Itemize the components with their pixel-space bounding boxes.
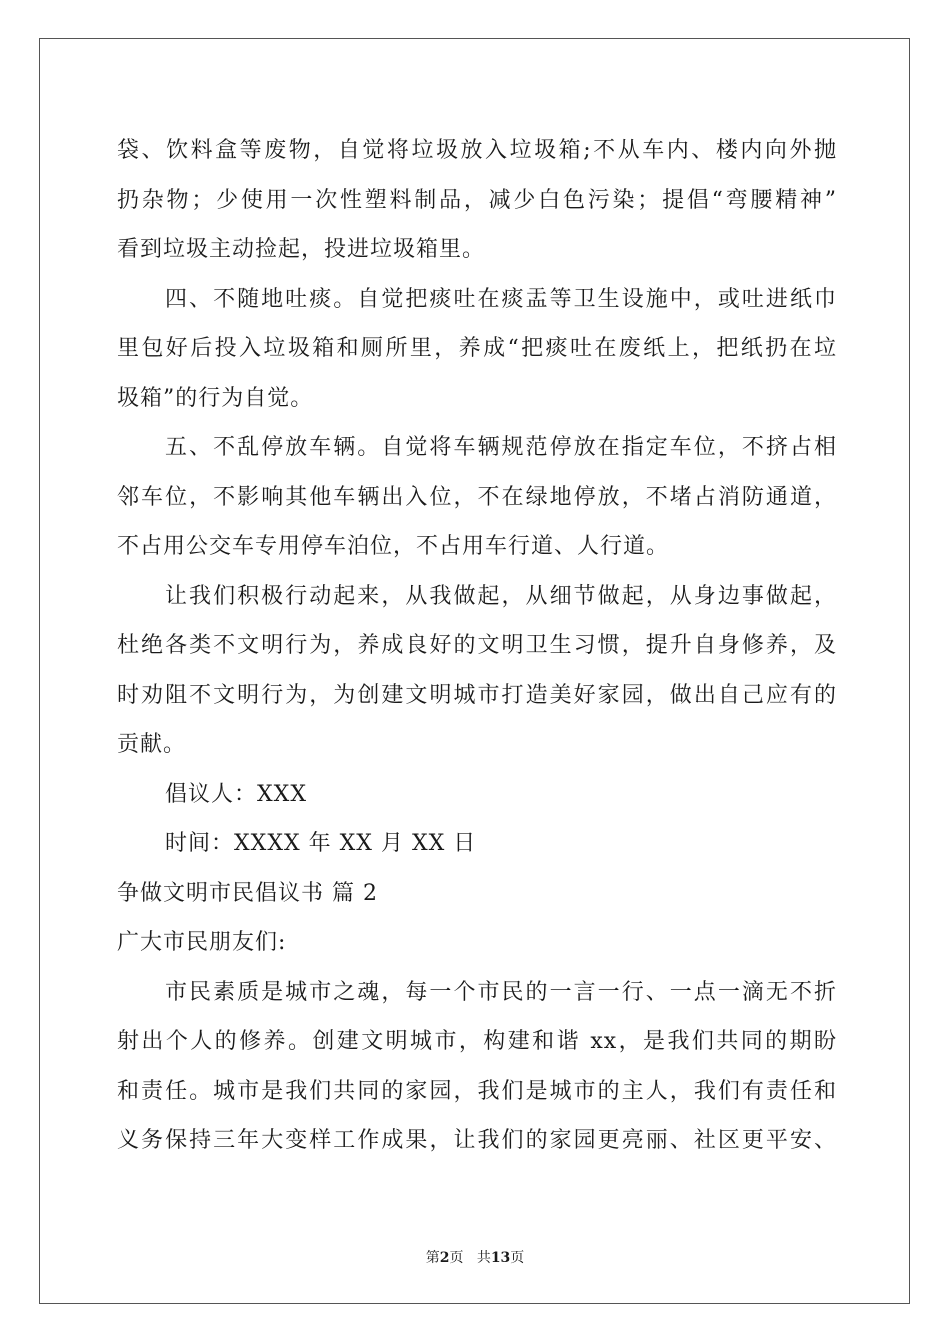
text-line: 市民素质是城市之魂，每一个市民的一言一行、一点一滴无不折 — [165, 979, 837, 1005]
text-line: 里包好后投入垃圾箱和厕所里，养成“把痰吐在废纸上，把纸扔在垃 — [117, 336, 837, 361]
footer-page-suffix: 页 — [449, 1250, 464, 1266]
section-heading: 争做文明市民倡议书 篇 2 — [117, 880, 378, 906]
total-page-count: 13 — [490, 1250, 511, 1266]
text-line: 看到垃圾主动捡起，投进垃圾箱里。 — [117, 237, 486, 262]
text-line: 让我们积极行动起来，从我做起，从细节做起，从身边事做起， — [165, 583, 837, 609]
footer-total-suffix: 页 — [510, 1250, 525, 1266]
current-page-number: 2 — [439, 1250, 450, 1266]
document-body — [117, 126, 837, 1166]
text-line: 时劝阻不文明行为，为创建文明城市打造美好家园，做出自己应有的 — [117, 682, 837, 708]
footer-prefix: 第 — [425, 1250, 440, 1266]
text-line: 扔杂物；少使用一次性塑料制品，减少白色污染；提倡“弯腰精神” — [117, 187, 837, 213]
text-line: 义务保持三年大变样工作成果，让我们的家园更亮丽、社区更平安、 — [117, 1128, 837, 1153]
text-line: 和责任。城市是我们共同的家园，我们是城市的主人，我们有责任和 — [117, 1078, 837, 1104]
salutation: 广大市民朋友们: — [117, 930, 287, 955]
footer-total-prefix: 共 — [476, 1250, 491, 1266]
signatory-line: 倡议人：XXX — [165, 781, 307, 807]
text-line: 五、不乱停放车辆。自觉将车辆规范停放在指定车位，不挤占相 — [165, 435, 837, 460]
page-footer — [0, 1248, 950, 1268]
text-line: 袋、饮料盒等废物，自觉将垃圾放入垃圾箱;不从车内、楼内向外抛 — [117, 138, 837, 163]
text-line: 贡献。 — [117, 732, 187, 757]
text-line: 射出个人的修养。创建文明城市，构建和谐 xx，是我们共同的期盼 — [117, 1029, 837, 1054]
date-line: 时间：XXXX 年 XX 月 XX 日 — [165, 831, 477, 856]
text-line: 四、不随地吐痰。自觉把痰吐在痰盂等卫生设施中，或吐进纸巾 — [165, 286, 837, 312]
text-line: 不占用公交车专用停车泊位，不占用车行道、人行道。 — [117, 534, 670, 559]
text-line: 邻车位，不影响其他车辆出入位，不在绿地停放，不堵占消防通道， — [117, 484, 837, 510]
text-line: 杜绝各类不文明行为，养成良好的文明卫生习惯，提升自身修养，及 — [117, 633, 837, 658]
text-line: 圾箱”的行为自觉。 — [117, 385, 314, 411]
